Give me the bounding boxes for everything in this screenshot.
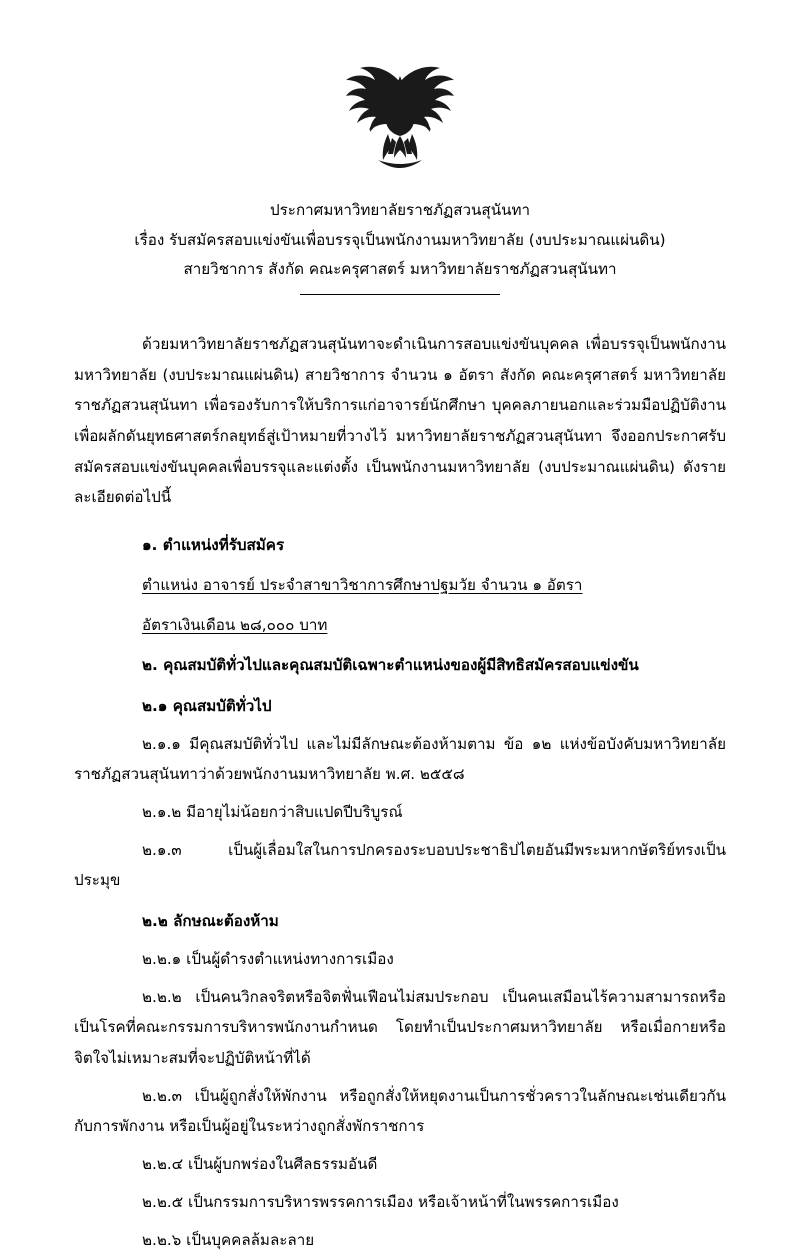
section-1-line-1: ตำแหน่ง อาจารย์ ประจำสาขาวิชาการศึกษาปฐมวัย จำนวน ๑ อัตรา [74, 570, 726, 601]
header-divider [300, 294, 500, 295]
item-2-2-6: ๒.๒.๖ เป็นบุคคลล้มละลาย [74, 1225, 726, 1255]
intro-paragraph: ด้วยมหาวิทยาลัยราชภัฏสวนสุนันทาจะดำเนินการสอบแข่งขันบุคคล เพื่อบรรจุเป็นพนักงานมหาวิทยาลัย (งบประมาณแผ่นดิน) สายวิชาการ จำนวน ๑ อัตรา สังกัด คณะครุศาสตร์ มหาวิทยาลัยราชภัฏสวนสุนันทา เพื่อรองรับการให้บริการแก่อาจารย์นักศึกษา บุคคลภายนอกและร่วมมือปฏิบัติงานเพื่อผลักดันยุทธศาสตร์กลยุทธ์สู่เป้าหมายที่วางไว้ มหาวิทยาลัยราชภัฏสวนสุนันทา จึงออกประกาศรับสมัครสอบแข่งขันบุคคลเพื่อบรรจุและแต่งตั้ง เป็นพนักงานมหาวิทยาลัย (งบประมาณแผ่นดิน) ดังรายละเอียดต่อไปนี้ [74, 329, 726, 513]
section-1-number: ๑. [142, 536, 157, 554]
document-body [74, 329, 726, 1255]
emblem-container [74, 62, 726, 174]
section-2-2-title: ลักษณะต้องห้าม [173, 912, 279, 930]
item-2-2-1: ๒.๒.๑ เป็นผู้ดำรงตำแหน่งทางการเมือง [74, 944, 726, 975]
section-1-line-2: อัตราเงินเดือน ๒๘,๐๐๐ บาท [74, 610, 726, 641]
item-2-2-2: ๒.๒.๒ เป็นคนวิกลจริตหรือจิตฟั่นเฟือนไม่สมประกอบ เป็นคนเสมือนไร้ความสามารถหรือเป็นโรคที่คณะกรรมการบริหารพนักงานกำหนด โดยทำเป็นประกาศมหาวิทยาลัย หรือเมื่อกายหรือจิตใจไม่เหมาะสมที่จะปฏิบัติหน้าที่ได้ [74, 982, 726, 1074]
header-line-2: เรื่อง รับสมัครสอบแข่งขันเพื่อบรรจุเป็นพนักงานมหาวิทยาลัย (งบประมาณแผ่นดิน) [74, 226, 726, 256]
item-2-1-3: ๒.๑.๓ เป็นผู้เลื่อมใสในการปกครองระบอบประชาธิปไตยอันมีพระมหากษัตริย์ทรงเป็นประมุข [74, 835, 726, 896]
section-2-2-heading [74, 906, 726, 937]
section-2-1-title: คุณสมบัติทั่วไป [173, 697, 272, 715]
section-2-number: ๒. [142, 656, 158, 674]
item-2-1-2: ๒.๑.๒ มีอายุไม่น้อยกว่าสิบแปดปีบริบูรณ์ [74, 797, 726, 828]
item-2-2-5: ๒.๒.๕ เป็นกรรมการบริหารพรรคการเมือง หรือเจ้าหน้าที่ในพรรคการเมือง [74, 1187, 726, 1218]
section-2-heading [74, 650, 726, 681]
section-2-2-number: ๒.๒ [142, 912, 168, 930]
item-2-2-3: ๒.๒.๓ เป็นผู้ถูกสั่งให้พักงาน หรือถูกสั่งให้หยุดงานเป็นการชั่วคราวในลักษณะเช่นเดียวกันกับการพักงาน หรือเป็นผู้อยู่ในระหว่างถูกสั่งพักราชการ [74, 1081, 726, 1142]
item-2-2-4: ๒.๒.๔ เป็นผู้บกพร่องในศีลธรรมอันดี [74, 1149, 726, 1180]
garuda-emblem-icon [340, 62, 460, 174]
section-2-1-number: ๒.๑ [142, 697, 167, 715]
item-2-1-1: ๒.๑.๑ มีคุณสมบัติทั่วไป และไม่มีลักษณะต้องห้ามตาม ข้อ ๑๒ แห่งข้อบังคับมหาวิทยาลัยราชภัฏสวนสุนันทาว่าด้วยพนักงานมหาวิทยาลัย พ.ศ. ๒๕๕๘ [74, 729, 726, 790]
section-1-title: ตำแหน่งที่รับสมัคร [163, 536, 284, 554]
header-line-3: สายวิชาการ สังกัด คณะครุศาสตร์ มหาวิทยาลัยราชภัฏสวนสุนันทา [74, 255, 726, 285]
section-2-title: คุณสมบัติทั่วไปและคุณสมบัติเฉพาะตำแหน่งของผู้มีสิทธิสมัครสอบแข่งขัน [163, 656, 639, 674]
section-1-heading [74, 530, 726, 561]
section-2-1-heading [74, 691, 726, 722]
header-line-1: ประกาศมหาวิทยาลัยราชภัฏสวนสุนันทา [74, 196, 726, 226]
document-header [74, 196, 726, 295]
